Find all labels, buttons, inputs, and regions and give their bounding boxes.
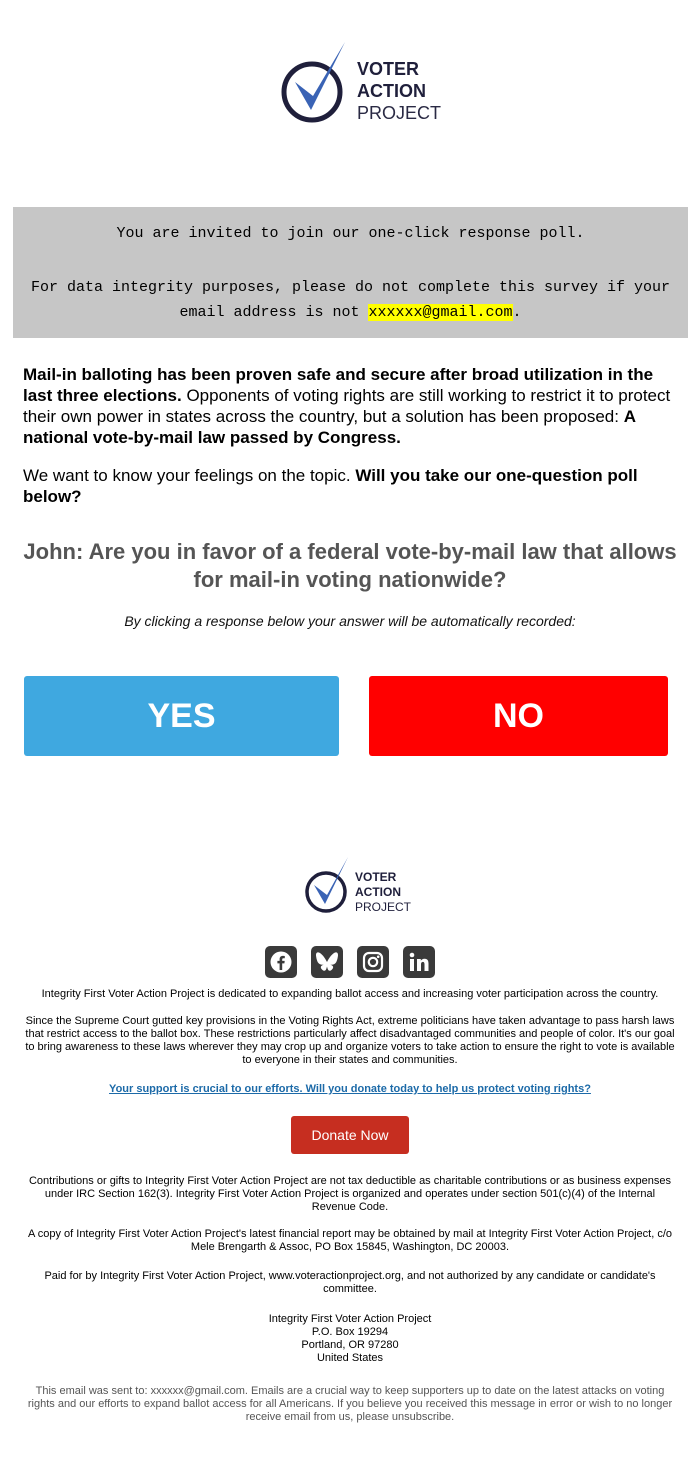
intro-text-1: Opponents of voting rights are still working to restrict it to protect their own power in states across the country, but a solution has been proposed:	[23, 386, 671, 426]
footer-logo-line-2: ACTION	[355, 885, 401, 899]
poll-note: By clicking a response below your answer will be automatically recorded:	[124, 613, 576, 629]
donate-link[interactable]: Your support is crucial to our efforts. Will you donate today to help us protect voting rights?	[109, 1083, 591, 1095]
footer-logo-line-1: VOTER	[355, 870, 397, 884]
banner-email: xxxxxx@gmail.com	[368, 304, 513, 321]
footer-logo-wordmark	[355, 870, 411, 915]
facebook-icon[interactable]	[265, 946, 297, 978]
logo-wordmark	[357, 58, 441, 124]
intro-bold-3: Will you take our one-question poll below?	[23, 466, 638, 506]
bluesky-icon[interactable]	[311, 946, 343, 978]
footer-description: Since the Supreme Court gutted key provisions in the Voting Rights Act, extreme politicians have taken advantage to pass harsh laws that restrict access to the ballot box. These restrictions particularly affect disadvantaged communities and people of color. It's our goal to bring awareness to these laws wherever they may crop up and organize voters to take action to ensure the right to vote is available to everyone in their states and communities.	[25, 1015, 675, 1066]
footer-mission: Integrity First Voter Action Project is dedicated to expanding ballot access and increasing voter participation across the country.	[41, 988, 659, 1000]
footer-address	[24, 1313, 676, 1365]
banner-line-1: You are invited to join our one-click response poll.	[116, 225, 585, 242]
address-city: Portland, OR 97280	[301, 1339, 399, 1351]
address-name: Integrity First Voter Action Project	[268, 1313, 432, 1325]
invite-banner	[13, 207, 688, 338]
logo-line-1: VOTER	[357, 59, 420, 79]
yes-button[interactable]: YES	[24, 676, 339, 756]
intro-bold-1: Mail-in balloting has been proven safe and secure after broad utilization in the last three elections.	[23, 365, 654, 405]
banner-line-2	[25, 275, 676, 325]
intro-text-2: We want to know your feelings on the topic.	[23, 466, 356, 485]
intro-paragraph-2	[23, 465, 673, 507]
logo-line-2: ACTION	[357, 81, 426, 101]
instagram-icon[interactable]	[357, 946, 389, 978]
no-button[interactable]: NO	[369, 676, 668, 756]
donate-now-button[interactable]: Donate Now	[291, 1116, 409, 1154]
banner-text: For data integrity purposes, please do not complete this survey if your email address is not	[30, 279, 671, 321]
address-country: United States	[316, 1352, 384, 1364]
logo-line-3: PROJECT	[357, 103, 442, 123]
linkedin-icon[interactable]	[403, 946, 435, 978]
footer-financial-report: A copy of Integrity First Voter Action Project's latest financial report may be obtained by mail at Integrity First Voter Action Project, c/o Mele Brengarth & Assoc, PO Box 15845, Washington, DC 20003.	[27, 1228, 673, 1253]
intro-bold-2: A national vote-by-mail law passed by Congress.	[23, 407, 636, 447]
footer-paid-for: Paid for by Integrity First Voter Action Project, www.voteractionproject.org, and not authorized by any candidate or candidate's committee.	[44, 1270, 656, 1295]
poll-question: John: Are you in favor of a federal vote-by-mail law that allows for mail-in voting nationwide?	[23, 539, 677, 592]
footer-sent-to-notice: This email was sent to: xxxxxx@gmail.com. Emails are a crucial way to keep supporters up to date on the latest attacks on voting rights and our efforts to expand ballot access for all Americans. If you believe you received this message in error or wish to no longer receive email from us, please unsubscribe.	[27, 1385, 673, 1423]
intro-paragraph	[23, 364, 673, 448]
footer-tax-disclaimer: Contributions or gifts to Integrity First Voter Action Project are not tax deductible as charitable contributions or as business expenses under IRC Section 162(3). Integrity First Voter Action Project is organized and operates under section 501(c)(4) of the Internal Revenue Code.	[28, 1175, 671, 1213]
banner-period: .	[512, 304, 522, 321]
footer-logo-line-3: PROJECT	[355, 900, 412, 914]
address-box: P.O. Box 19294	[311, 1326, 389, 1338]
